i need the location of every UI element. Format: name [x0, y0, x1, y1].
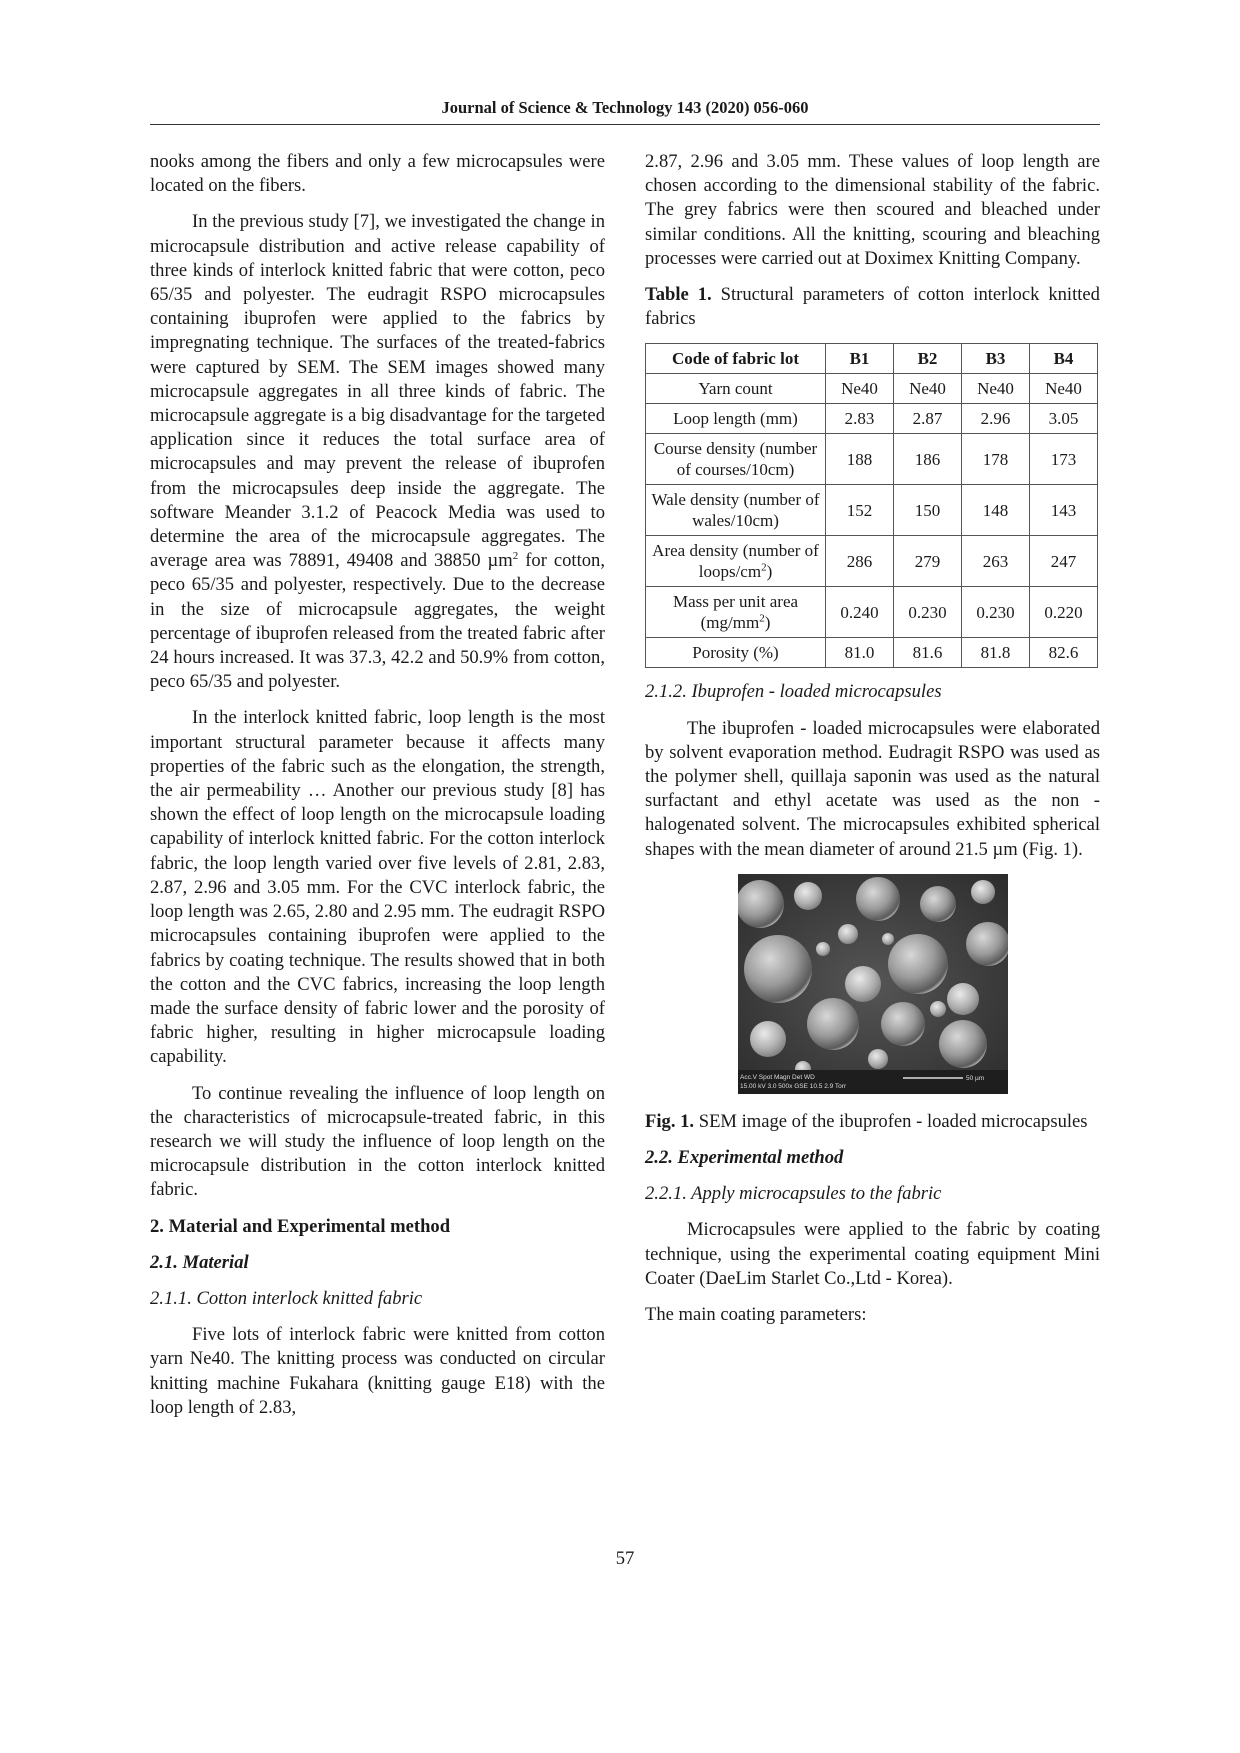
table-cell: 263 [962, 536, 1030, 587]
table-cell: Ne40 [894, 374, 962, 404]
table-cell: 247 [1030, 536, 1098, 587]
header-rule [150, 124, 1100, 125]
paragraph: nooks among the fibers and only a few microcapsules were located on the fibers. [150, 151, 605, 197]
table-row [646, 638, 1098, 668]
table-cell: Ne40 [826, 374, 894, 404]
paragraph: The main coating parameters: [645, 1304, 867, 1326]
table-cell: 143 [1030, 485, 1098, 536]
row-label: Course density (number of courses/10cm) [646, 434, 826, 485]
left-column [150, 150, 605, 1432]
table-cell: 3.05 [1030, 404, 1098, 434]
row-label: Wale density (number of wales/10cm) [646, 485, 826, 536]
table-cell: 279 [894, 536, 962, 587]
subsection-heading: 2.1. Material [150, 1251, 249, 1273]
row-label: Mass per unit area $(mg/mm^2)$ [646, 587, 826, 638]
table-cell: 0.230 [894, 587, 962, 638]
table-cell: 173 [1030, 434, 1098, 485]
paragraph: To continue revealing the influence of loop length on the characteristics of microcapsule-treated fabric, in this research we will study the influence of loop length on the microcapsule distribution in the cotton interlock knitted fabric. [150, 1082, 605, 1201]
table-cell: 286 [826, 536, 894, 587]
table-cell: 188 [826, 434, 894, 485]
table-row [646, 536, 1098, 587]
table-cell: 0.220 [1030, 587, 1098, 638]
table-cell: 148 [962, 485, 1030, 536]
table-cell: 150 [894, 485, 962, 536]
paragraph: In the interlock knitted fabric, loop length is the most important structural parameter because it affects many properties of the fabric such as the elongation, the strength, the air permeability … Another our previous study [8] has shown the effect of loop length on the microcapsule loading capability of interlock knitted fabric. For the cotton interlock fabric, the loop length varied over five levels of 2.81, 2.83, 2.87, 2.96 and 3.05 mm. For the CVC interlock fabric, the loop length was 2.65, 2.80 and 2.95 mm. The eudragit RSPO microcapsules containing ibuprofen were applied to the fabrics by coating technique. The results showed that in both the cotton and the CVC fabrics, increasing the loop length made the surface density of fabric lower and the porosity of fabric higher, resulting in higher microcapsule loading capability. [150, 707, 605, 1068]
table-row [646, 587, 1098, 638]
subsubsection-heading: 2.1.1. Cotton interlock knitted fabric [150, 1287, 423, 1309]
sem-image [738, 874, 1008, 1094]
table-caption: Table 1. Structural parameters of cotton interlock knitted fabrics [645, 284, 1100, 330]
table-row [646, 404, 1098, 434]
paragraph: 2.87, 2.96 and 3.05 mm. These values of loop length are chosen according to the dimensional stability of the fabric. The grey fabrics were then scoured and bleached under similar conditions. All the knitting, scouring and bleaching processes were carried out at Doximex Knitting Company. [645, 151, 1100, 269]
right-column [645, 150, 1100, 1339]
sem-databar-row1: Acc.V Spot Magn Det WD [739, 1073, 815, 1081]
page-number: 57 [615, 1548, 635, 1569]
row-label: Area density (number of loops/$cm^2$) [646, 536, 826, 587]
table-cell: 82.6 [1030, 638, 1098, 668]
sem-scale-label: 50 µm [965, 1074, 984, 1082]
table-cell: 186 [894, 434, 962, 485]
section-heading: 2. Material and Experimental method [150, 1215, 451, 1237]
table-header: B4 [1030, 344, 1098, 374]
table-cell: 2.87 [894, 404, 962, 434]
sem-microcapsules-graphic [738, 874, 1008, 1094]
table-cell: 2.96 [962, 404, 1030, 434]
subsubsection-heading: 2.1.2. Ibuprofen - loaded microcapsules [645, 681, 942, 703]
table-cell: 81.0 [826, 638, 894, 668]
table-header: Code of fabric lot [646, 344, 826, 374]
subsubsection-heading: 2.2.1. Apply microcapsules to the fabric [645, 1183, 942, 1205]
row-label: Porosity (%) [646, 638, 826, 668]
table-header: B3 [962, 344, 1030, 374]
row-label: Yarn count [646, 374, 826, 404]
paragraph: Five lots of interlock fabric were knitted from cotton yarn Ne40. The knitting process was conducted on circular knitting machine Fukahara (knitting gauge E18) with the loop length of 2.83, [150, 1324, 605, 1418]
table-cell: 81.6 [894, 638, 962, 668]
paragraph: Microcapsules were applied to the fabric by coating technique, using the experimental coating equipment Mini Coater (DaeLim Starlet Co.,Ltd - Korea). [645, 1219, 1100, 1289]
table-cell: 0.240 [826, 587, 894, 638]
sem-databar-row2: 15.00 kV 3.0 500x GSE 10.5 2.9 Torr [739, 1082, 846, 1090]
paragraph: The ibuprofen - loaded microcapsules were elaborated by solvent evaporation method. Eudragit RSPO was used as the polymer shell, quillaja saponin was used as the natural surfactant and ethyl acetate was used as the non - halogenated solvent. The microcapsules exhibited spherical shapes with the mean diameter of around 21.5 µm (Fig. 1). [645, 717, 1100, 860]
table-row [646, 374, 1098, 404]
table-cell: 2.83 [826, 404, 894, 434]
table-cell: Ne40 [1030, 374, 1098, 404]
subsection-heading: 2.2. Experimental method [645, 1147, 844, 1169]
table-cell: 0.230 [962, 587, 1030, 638]
table-header-row [646, 344, 1098, 374]
row-label: Loop length (mm) [646, 404, 826, 434]
table-cell: 178 [962, 434, 1030, 485]
table-header: B1 [826, 344, 894, 374]
table-row [646, 485, 1098, 536]
table-cell: 152 [826, 485, 894, 536]
structural-parameters-table [645, 343, 1098, 668]
table-cell: Ne40 [962, 374, 1030, 404]
journal-header: Journal of Science & Technology 143 (2020) 056-060 [441, 98, 809, 117]
table-row [646, 434, 1098, 485]
figure-caption: Fig. 1. SEM image of the ibuprofen - loaded microcapsules [645, 1110, 1088, 1132]
paragraph: In the previous study [7], we investigated the change in microcapsule distribution and active release capability of three kinds of interlock knitted fabric that were cotton, peco 65/35 and polyester. The eudragit RSPO microcapsules containing ibuprofen were applied to the fabrics by impregnating technique. The surfaces of the treated-fabrics were captured by SEM. The SEM images showed many microcapsule aggregates in all three kinds of fabric. The microcapsule aggregate is a big disadvantage for the targeted application since it reduces the total surface area of microcapsules and may prevent the release of ibuprofen from the microcapsules deep inside the aggregate. The software Meander 3.1.2 of Peacock Media was used to determine the area of the microcapsule aggregates. The average area was 78891, 49408 and 38850 µm$^2$ for cotton, peco 65/35 and polyester, respectively. Due to the decrease in the size of microcapsule aggregates, the weight percentage of ibuprofen released from the treated fabric after 24 hours increased. It was 37.3, 42.2 and 50.9% from cotton, peco 65/35 and polyester. [150, 211, 606, 693]
table-header: B2 [894, 344, 962, 374]
table-cell: 81.8 [962, 638, 1030, 668]
